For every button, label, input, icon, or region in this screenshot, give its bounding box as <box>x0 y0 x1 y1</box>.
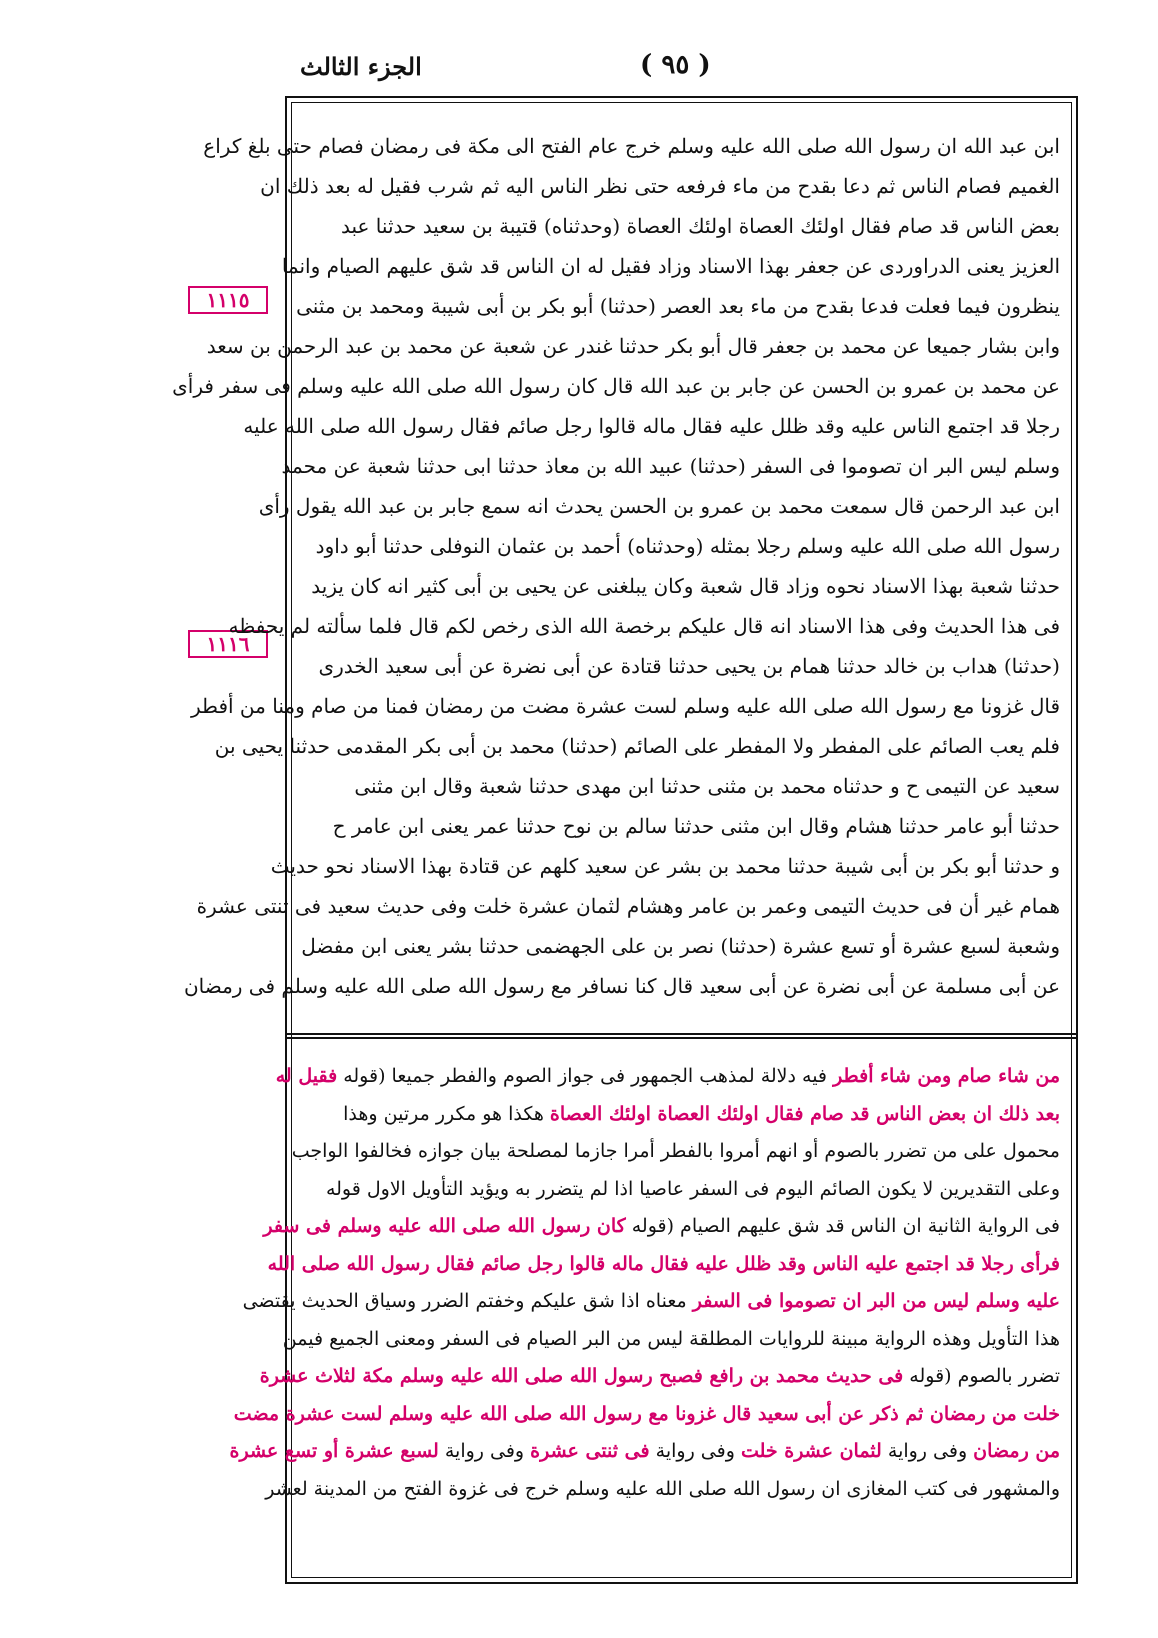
page-number: ( ٩٥ ) <box>640 50 711 80</box>
highlighted-quote: من شاء صام ومن شاء أفطر <box>833 1065 1060 1087</box>
main-text-line: فلم يعب الصائم على المفطر ولا المفطر على الصائم (حدثنا) محمد بن أبى بكر المقدمى حدثنا يحيى بن <box>214 734 1060 758</box>
main-text-line: وشعبة لسبع عشرة أو تسع عشرة (حدثنا) نصر بن على الجهضمى حدثنا بشر يعنى ابن مفضل <box>301 934 1060 958</box>
commentary-segment: معناه اذا شق عليكم وخفتم الضرر وسياق الحديث يقتضى <box>242 1290 693 1312</box>
main-text-line: و حدثنا أبو بكر بن أبى شيبة حدثنا محمد بن بشر عن سعيد كلهم عن قتادة بهذا الاسناد نحو حديث <box>270 854 1060 878</box>
highlighted-quote: عليه وسلم ليس من البر ان تصوموا فى السفر <box>692 1290 1060 1312</box>
main-text-line: بعض الناس قد صام فقال اولئك العصاة اولئك العصاة (وحدثناه) قتيبة بن سعيد حدثنا عبد <box>340 214 1060 238</box>
highlighted-quote: كان رسول الله صلى الله عليه وسلم فى سفر <box>263 1215 626 1237</box>
main-text-line: (حدثنا) هداب بن خالد حدثنا همام بن يحيى حدثنا قتادة عن أبى نضرة عن أبى سعيد الخدرى <box>318 654 1060 678</box>
commentary-line <box>259 1358 1060 1396</box>
commentary-line <box>267 1246 1060 1284</box>
highlighted-quote: من رمضان <box>973 1440 1060 1462</box>
main-text-line: ينظرون فيما فعلت فدعا بقدح من ماء بعد العصر (حدثنا) أبو بكر بن أبى شيبة ومحمد بن مثنى <box>296 294 1060 318</box>
commentary-segment: محمول على من تضرر بالصوم أو انهم أمروا بالفطر أمرا جازما لمصلحة بيان جوازه فخالفوا الواجب <box>291 1140 1060 1162</box>
commentary-segment: وفى رواية <box>881 1440 974 1462</box>
commentary-segment: وفى رواية <box>649 1440 741 1462</box>
highlighted-quote: لثمان عشرة خلت <box>740 1440 882 1462</box>
commentary-line <box>229 1433 1060 1471</box>
main-text-line: حدثنا شعبة بهذا الاسناد نحوه وزاد قال شعبة وكان يبلغنى عن يحيى بن أبى كثير انه كان يزيد <box>311 574 1060 598</box>
section-divider <box>287 1033 1076 1039</box>
commentary-line <box>282 1321 1060 1359</box>
commentary-segment: فيه دلالة لمذهب الجمهور فى جواز الصوم والفطر جميعا (قوله <box>337 1065 834 1087</box>
highlighted-quote: فى ثنتى عشرة <box>530 1440 650 1462</box>
commentary-text <box>229 1058 1060 1508</box>
highlighted-quote: بعد ذلك ان بعض الناس قد صام فقال اولئك العصاة اولئك العصاة <box>549 1102 1060 1125</box>
commentary-segment: فى الرواية الثانية ان الناس قد شق عليهم الصيام (قوله <box>625 1215 1060 1237</box>
highlighted-quote: فقيل له <box>275 1065 338 1087</box>
commentary-segment: هكذا هو مكرر مرتين وهذا <box>343 1102 550 1125</box>
main-text-line: ابن عبد الرحمن قال سمعت محمد بن عمرو بن الحسن يحدث انه سمع جابر بن عبد الله يقول رأى <box>258 494 1060 518</box>
main-text-line: سعيد عن التيمى ح و حدثناه محمد بن مثنى حدثنا ابن مهدى حدثنا شعبة وقال ابن مثنى <box>354 774 1060 798</box>
main-text-line: حدثنا أبو عامر حدثنا هشام وقال ابن مثنى حدثنا سالم بن نوح حدثنا عمر يعنى ابن عامر ح <box>332 814 1060 838</box>
highlighted-quote: فرأى رجلا قد اجتمع عليه الناس وقد ظلل عليه فقال ماله قالوا رجل صائم فقال رسول الله صلى الله <box>267 1252 1060 1275</box>
part-title: الجزء الثالث <box>300 52 422 81</box>
main-text-line: وابن بشار جميعا عن محمد بن جعفر قال أبو بكر حدثنا غندر عن شعبة عن محمد بن عبد الرحمن بن سعد <box>206 334 1060 358</box>
commentary-segment: وعلى التقديرين لا يكون الصائم اليوم فى السفر عاصيا اذا لم يتضرر به ويؤيد التأويل الاول قوله <box>325 1177 1060 1200</box>
main-text-line: عن أبى مسلمة عن أبى نضرة عن أبى سعيد قال كنا نسافر مع رسول الله صلى الله عليه وسلم فى رمضان <box>183 974 1060 998</box>
commentary-segment: والمشهور فى كتب المغازى ان رسول الله صلى الله عليه وسلم خرج فى غزوة الفتح من المدينة لعشر <box>265 1477 1060 1500</box>
highlighted-quote: خلت من رمضان ثم ذكر عن أبى سعيد قال غزونا مع رسول الله صلى الله عليه وسلم لست عشرة مضت <box>233 1402 1060 1425</box>
hadith-number-2: ١١١٦ <box>188 630 268 658</box>
highlighted-quote: فى حديث محمد بن رافع فصبح رسول الله صلى الله عليه وسلم مكة لثلاث عشرة <box>259 1365 904 1387</box>
main-text-line: الغميم فصام الناس ثم دعا بقدح من ماء فرفعه حتى نظر الناس اليه ثم شرب فقيل له بعد ذلك ان <box>260 174 1060 198</box>
main-text-line: رجلا قد اجتمع الناس عليه وقد ظلل عليه فقال ماله قالوا رجل صائم فقال رسول الله صلى الله عليه <box>243 414 1060 438</box>
hadith-number-1: ١١١٥ <box>188 286 268 314</box>
commentary-segment: تضرر بالصوم (قوله <box>903 1365 1060 1387</box>
commentary-line <box>303 1171 1060 1209</box>
commentary-line <box>233 1396 1060 1434</box>
commentary-line <box>291 1133 1060 1171</box>
commentary-segment: هذا التأويل وهذه الرواية مبينة للروايات المطلقة ليس من البر الصيام فى السفر ومعنى الجميع فيمن <box>282 1327 1060 1350</box>
main-text-line: وسلم ليس البر ان تصوموا فى السفر (حدثنا) عبيد الله بن معاذ حدثنا ابى حدثنا شعبة عن محمد <box>281 454 1060 478</box>
main-text-line: عن محمد بن عمرو بن الحسن عن جابر بن عبد الله قال كان رسول الله صلى الله عليه وسلم فى سفر فرأى <box>172 374 1060 398</box>
commentary-segment: وفى رواية <box>438 1440 531 1462</box>
commentary-line <box>275 1058 1060 1096</box>
main-text-line: فى هذا الحديث وفى هذا الاسناد انه قال عليكم برخصة الله الذى رخص لكم قال فلما سألته لم يحفظه <box>228 614 1060 638</box>
main-text-line: همام غير أن فى حديث التيمى وعمر بن عامر وهشام لثمان عشرة خلت وفى حديث سعيد فى ثنتى عشرة <box>196 894 1060 918</box>
main-text-line: العزيز يعنى الدراوردى عن جعفر بهذا الاسناد وزاد فقيل له ان الناس قد شق عليهم الصيام وانما <box>281 254 1060 278</box>
commentary-line <box>242 1283 1060 1321</box>
main-text-line: رسول الله صلى الله عليه وسلم رجلا بمثله (وحدثناه) أحمد بن عثمان النوفلى حدثنا أبو داود <box>315 534 1060 558</box>
main-text-line: ابن عبد الله ان رسول الله صلى الله عليه وسلم خرج عام الفتح الى مكة فى رمضان فصام حتى بلغ كراع <box>203 134 1060 158</box>
commentary-line <box>303 1096 1060 1134</box>
main-text-line: قال غزونا مع رسول الله صلى الله عليه وسلم لست عشرة مضت من رمضان فمنا من صام ومنا من أفطر <box>191 694 1060 718</box>
highlighted-quote: لسبع عشرة أو تسع عشرة <box>229 1440 439 1462</box>
commentary-line <box>265 1471 1060 1509</box>
page-header <box>0 50 1158 90</box>
commentary-line <box>263 1208 1060 1246</box>
